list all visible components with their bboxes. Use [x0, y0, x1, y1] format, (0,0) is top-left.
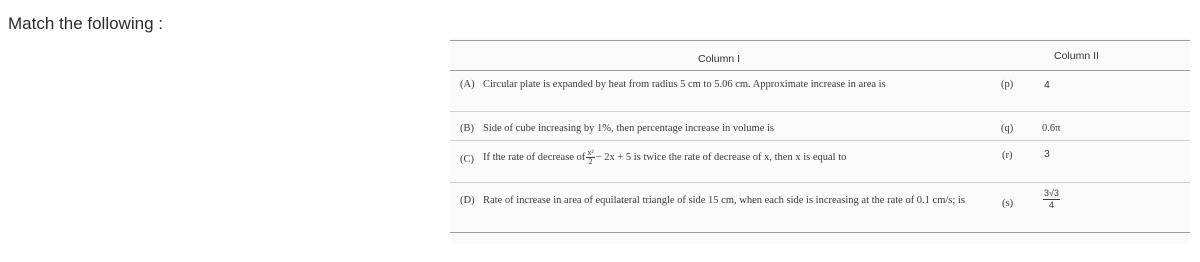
row-c-fraction-denominator: 2	[588, 157, 593, 166]
table-bottom-border	[450, 232, 1190, 233]
row-c-divider	[450, 182, 1190, 183]
row-b-divider	[450, 140, 1190, 141]
row-c-value: 3	[1044, 148, 1050, 160]
row-a-value: 4	[1044, 79, 1050, 91]
table-top-border	[450, 40, 1190, 41]
row-b-key: (q)	[1001, 123, 1014, 134]
row-a-divider	[450, 111, 1190, 112]
row-c-text-before: If the rate of decrease of	[483, 151, 586, 163]
row-c-key: (r)	[1002, 150, 1013, 161]
row-c-text-after: − 2x + 5 is twice the rate of decrease of x, then x is equal to	[595, 151, 847, 163]
column-1-header: Column I	[698, 53, 741, 65]
row-d-value	[1042, 188, 1061, 211]
row-d-value-denominator: 4	[1048, 200, 1054, 210]
row-c-label: (C)	[460, 154, 474, 165]
row-c-fraction-numerator: x²	[587, 148, 594, 157]
row-d-label: (D)	[460, 195, 475, 206]
row-d-text: Rate of increase in area of equilateral triangle of side 15 cm, when each side is increasing at the rate of 0.1 cm/s; is	[483, 195, 965, 206]
row-b-label: (B)	[460, 123, 474, 134]
question-prompt: Match the following :	[8, 14, 163, 33]
row-b-value: 0.6π	[1042, 123, 1061, 134]
row-a-label: (A)	[460, 79, 475, 90]
row-c-fraction	[586, 149, 594, 166]
header-divider	[450, 70, 1190, 71]
row-a-key: (p)	[1001, 79, 1014, 90]
row-a-text: Circular plate is expanded by heat from radius 5 cm to 5.06 cm. Approximate increase in area is	[483, 79, 886, 90]
row-c-text	[483, 149, 983, 166]
row-d-value-numerator: 3√3	[1044, 188, 1059, 198]
match-table	[450, 38, 1190, 244]
row-d-key: (s)	[1002, 198, 1014, 209]
row-b-text: Side of cube increasing by 1%, then percentage increase in volume is	[483, 123, 774, 134]
row-d-value-fraction	[1043, 188, 1060, 211]
column-2-header: Column II	[1054, 50, 1099, 62]
